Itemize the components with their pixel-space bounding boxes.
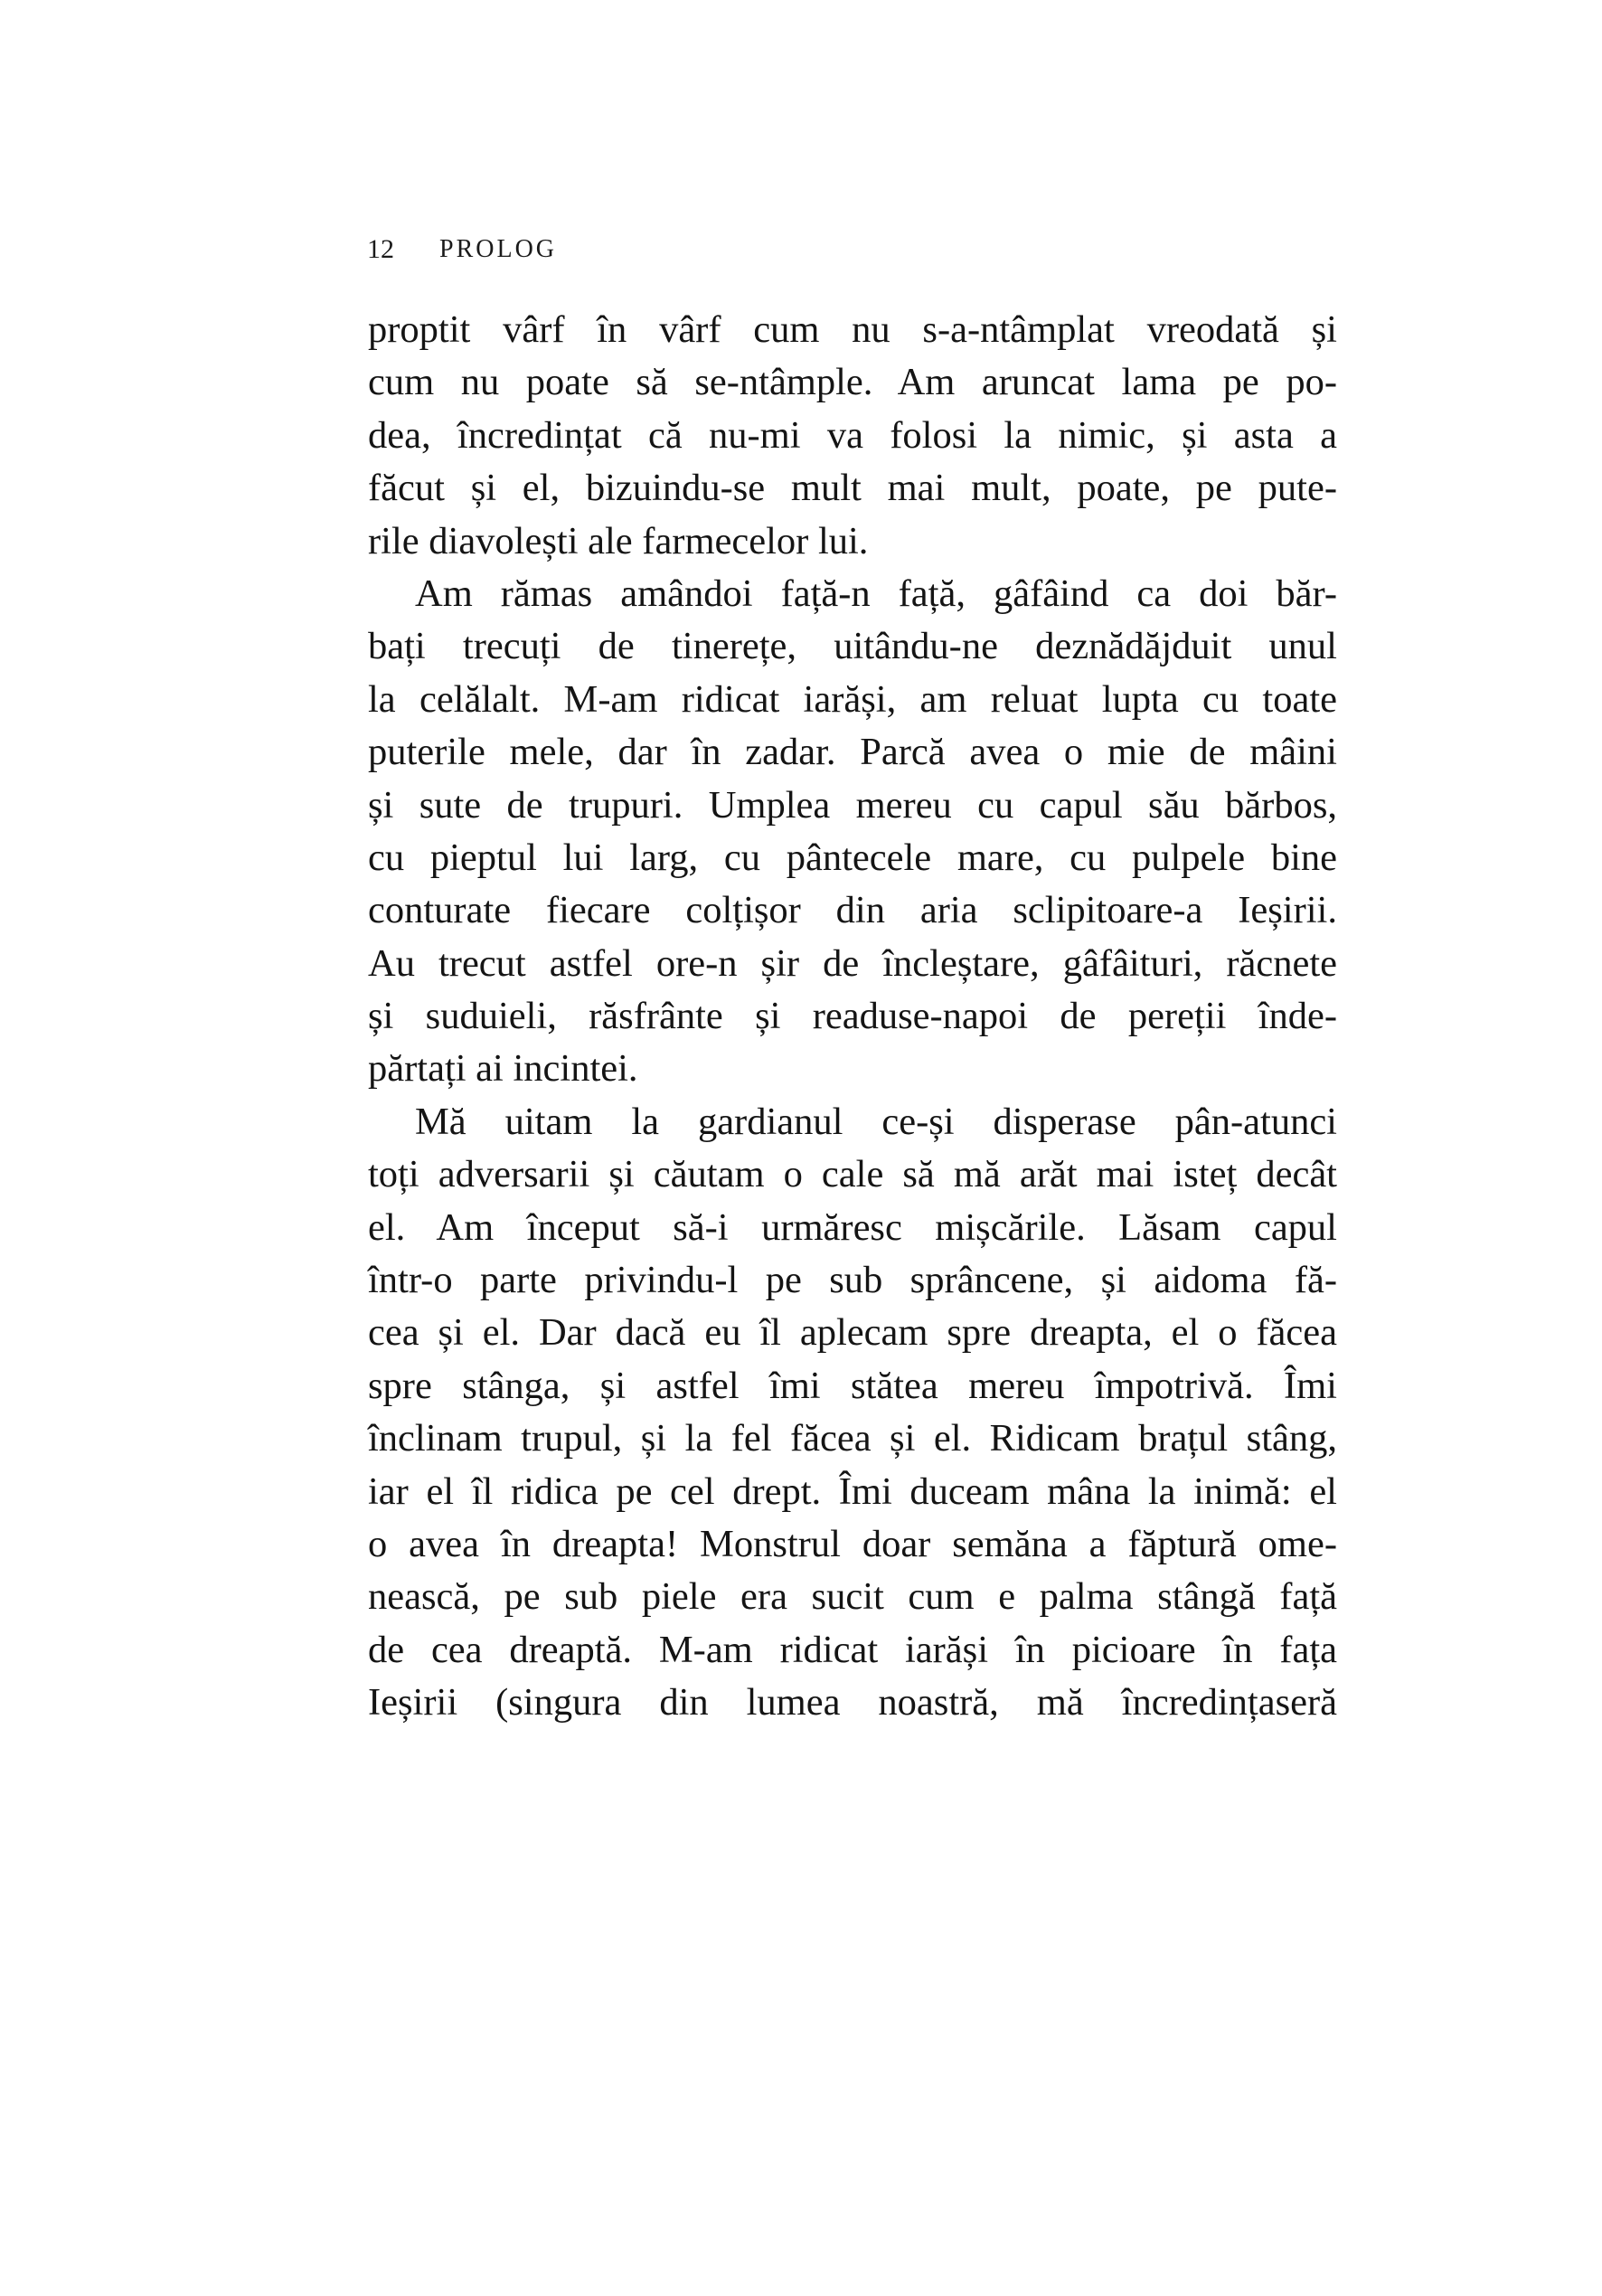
text-line: cu pieptul lui larg, cu pântecele mare, cu pulpele bine: [368, 836, 1337, 879]
text-line: și sute de trupuri. Umplea mereu cu capul său bărbos,: [368, 783, 1337, 827]
text-line: spre stânga, și astfel îmi stătea mereu împotrivă. Îmi: [368, 1364, 1337, 1407]
text-line: și suduieli, răsfrânte și readuse-napoi de pereții înde-: [368, 995, 1337, 1038]
text-line: înclinam trupul, și la fel făcea și el. Ridicam brațul stâng,: [368, 1417, 1337, 1460]
text-line: părtați ai incintei.: [368, 1047, 638, 1091]
body-text: [368, 304, 1337, 1730]
text-line: bați trecuți de tinerețe, uitându-ne deznădăjduit unul: [368, 625, 1337, 668]
text-line: toți adversarii și căutam o cale să mă arăt mai isteț decât: [368, 1153, 1337, 1196]
text-line: făcut și el, bizuindu-se mult mai mult, poate, pe pute-: [368, 467, 1337, 510]
text-line: la celălalt. M-am ridicat iarăși, am reluat lupta cu toate: [368, 677, 1337, 721]
text-line: conturate fiecare colțișor din aria sclipitoare-a Ieșirii.: [368, 889, 1337, 932]
page-number: 12: [367, 234, 394, 264]
text-line: cea și el. Dar dacă eu îl aplecam spre dreapta, el o făcea: [368, 1311, 1337, 1355]
chapter-title: PROLOG: [439, 235, 558, 263]
text-line: nească, pe sub piele era sucit cum e palma stângă față: [368, 1575, 1337, 1619]
text-line: proptit vârf în vârf cum nu s-a-ntâmplat vreodată și: [368, 308, 1337, 351]
paragraph-first-line: Mă uitam la gardianul ce-și disperase pân-atunci: [415, 1100, 1337, 1143]
text-line: într-o parte privindu-l pe sub sprâncene, și aidoma fă-: [368, 1259, 1337, 1302]
text-line: puterile mele, dar în zadar. Parcă avea o mie de mâini: [368, 731, 1337, 774]
text-line: rile diavolești ale farmecelor lui.: [368, 519, 869, 562]
text-line: Au trecut astfel ore-n șir de încleștare, gâfâituri, răcnete: [368, 941, 1337, 985]
text-line: Ieșirii (singura din lumea noastră, mă încredințaseră: [368, 1681, 1337, 1724]
text-line: cum nu poate să se-ntâmple. Am aruncat lama pe po-: [368, 361, 1337, 404]
text-line: o avea în dreapta! Monstrul doar semăna a făptură ome-: [368, 1522, 1337, 1565]
text-line: dea, încredințat că nu-mi va folosi la nimic, și asta a: [368, 413, 1337, 457]
text-line: el. Am început să-i urmăresc mișcările. Lăsam capul: [368, 1205, 1337, 1249]
paragraph-first-line: Am rămas amândoi față-n față, gâfâind ca doi băr-: [415, 572, 1337, 615]
text-line: iar el îl ridica pe cel drept. Îmi duceam mâna la inimă: el: [368, 1469, 1337, 1513]
text-line: de cea dreaptă. M-am ridicat iarăși în picioare în fața: [368, 1628, 1337, 1671]
